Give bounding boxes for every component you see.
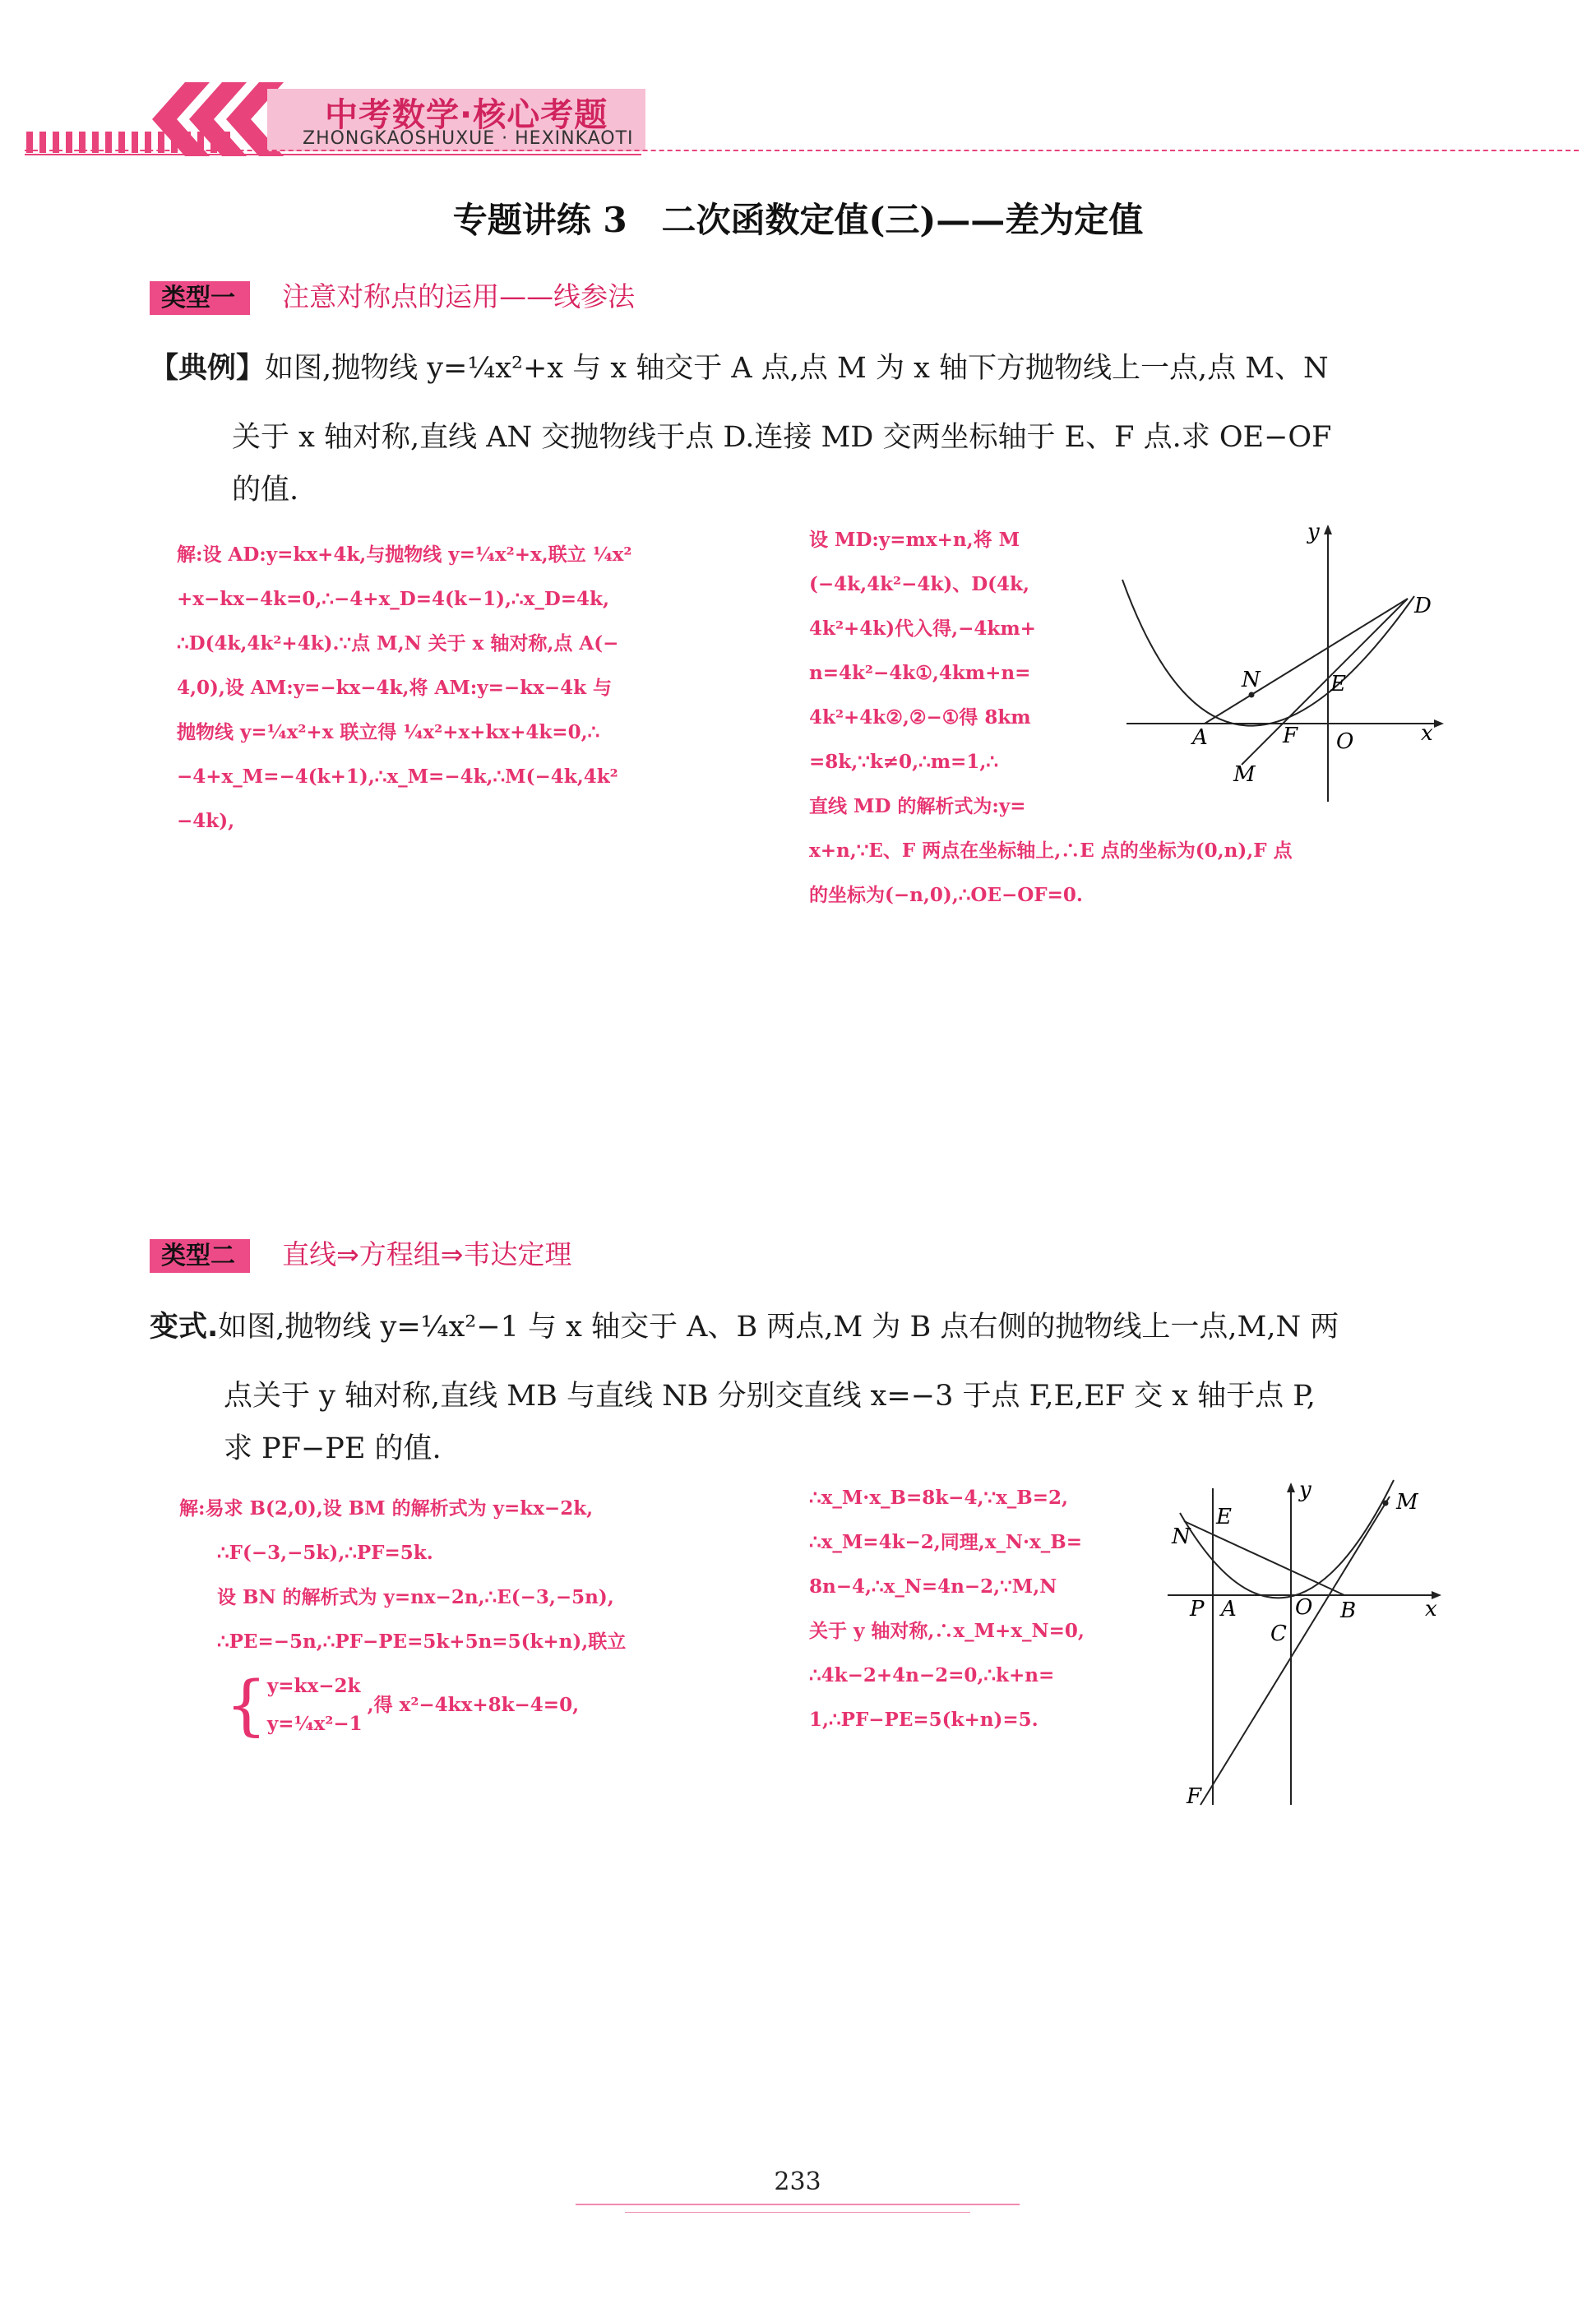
- solution-line: 设 BN 的解析式为 y=nx−2n,∴E(−3,−5n),: [217, 1586, 614, 1608]
- section1-problem-line: 的值.: [232, 474, 299, 507]
- label-F: F: [1283, 724, 1298, 748]
- label-A: A: [1192, 725, 1208, 750]
- section2-problem-tag: 变式.: [150, 1311, 219, 1344]
- equation-system: [179, 1664, 626, 1746]
- y-axis-arrow-icon: [1324, 525, 1332, 534]
- header-divider-solid: [25, 154, 641, 155]
- solution-line: 设 MD:y=mx+n,将 M: [809, 529, 1020, 551]
- section2-heading: [150, 1233, 571, 1272]
- footer-ornament: [625, 2212, 970, 2213]
- solution-line: −4+x_M=−4(k+1),∴x_M=−4k,∴M(−4k,4k²: [177, 766, 618, 788]
- line-MD: [1242, 599, 1408, 765]
- label-x: x: [1425, 1597, 1437, 1621]
- label-M: M: [1396, 1490, 1418, 1515]
- system-equations: [267, 1668, 363, 1743]
- label-O: O: [1295, 1595, 1313, 1620]
- system-line: y=kx−2k: [266, 1675, 361, 1697]
- label-O: O: [1336, 729, 1354, 754]
- label-y: y: [1307, 520, 1320, 544]
- y-axis-arrow-icon: [1287, 1483, 1295, 1492]
- label-C: C: [1270, 1621, 1287, 1646]
- parabola: [1122, 580, 1414, 726]
- solution-line: n=4k²−4k①,4km+n=: [809, 662, 1031, 684]
- lecture-title: 专题讲练 3 二次函数定值(三)——差为定值: [452, 200, 1144, 240]
- line-AD: [1205, 599, 1408, 724]
- section2-title: 直线⇒方程组⇒韦达定理: [282, 1238, 572, 1270]
- solution-line: 1,∴PF−PE=5(k+n)=5.: [809, 1709, 1039, 1731]
- footer-ornament: [576, 2204, 1020, 2205]
- solution-line: ∴4k−2+4n−2=0,∴k+n=: [809, 1664, 1055, 1686]
- system-brace: {: [225, 1667, 267, 1743]
- solution-line: 4k²+4k)代入得,−4km+: [809, 618, 1036, 640]
- solution-line: 解:设 AD:y=kx+4k,与抛物线 y=¼x²+x,联立 ¼x²: [177, 544, 632, 566]
- label-D: D: [1414, 594, 1432, 618]
- label-B: B: [1340, 1598, 1357, 1623]
- solution-line: 抛物线 y=¼x²+x 联立得 ¼x²+x+kx+4k=0,∴: [177, 721, 600, 743]
- solution-line: −4k),: [177, 810, 235, 832]
- system-result: ,得 x²−4kx+8k−4=0,: [367, 1694, 580, 1716]
- section1-figure: [1118, 518, 1447, 814]
- label-F: F: [1187, 1784, 1202, 1809]
- header-title: 中考数学·核心考题: [325, 96, 608, 134]
- solution-line: 解:易求 B(2,0),设 BM 的解析式为 y=kx−2k,: [179, 1497, 594, 1520]
- solution-line: x+n,∵E、F 两点在坐标轴上,∴E 点的坐标为(0,n),F 点: [809, 840, 1293, 862]
- solution-line: ∴F(−3,−5k),∴PF=5k.: [217, 1542, 433, 1564]
- point-M: [1383, 1501, 1389, 1506]
- section2-problem-line: 求 PF−PE 的值.: [224, 1432, 442, 1465]
- point-N: [1249, 692, 1255, 698]
- label-x: x: [1421, 721, 1433, 746]
- section2-figure: [1163, 1476, 1443, 1821]
- section1-problem-line: 如图,抛物线 y=¼x²+x 与 x 轴交于 A 点,点 M 为 x 轴下方抛物线上一点,点 M、N: [265, 352, 1329, 385]
- header-pinyin: ZHONGKAOSHUXUE · HEXINKAOTI: [303, 128, 634, 149]
- section1-solution-left: [177, 533, 631, 844]
- solution-line: 直线 MD 的解析式为:y=: [809, 795, 1026, 817]
- label-N: N: [1172, 1524, 1191, 1549]
- section2-problem-line: 点关于 y 轴对称,直线 MB 与直线 NB 分别交直线 x=−3 于点 F,E,EF 交 x 轴于点 P,: [224, 1380, 1316, 1413]
- solution-line: (−4k,4k²−4k)、D(4k,: [809, 573, 1029, 595]
- section2-problem: [150, 1293, 1432, 1483]
- solution-line: ∴x_M=4k−2,同理,x_N·x_B=: [809, 1531, 1082, 1553]
- section1-badge: 类型一: [150, 281, 250, 315]
- section1-heading: [150, 275, 635, 314]
- section1-problem-line: 关于 x 轴对称,直线 AN 交抛物线于点 D.连接 MD 交两坐标轴于 E、F 点.求 OE−OF: [232, 421, 1332, 454]
- label-A: A: [1221, 1597, 1237, 1621]
- section1-title: 注意对称点的运用——线参法: [282, 280, 636, 312]
- solution-line: =8k,∵k≠0,∴m=1,∴: [809, 751, 998, 773]
- solution-line: 关于 y 轴对称,∴x_M+x_N=0,: [809, 1620, 1085, 1642]
- section2-solution-left: [179, 1487, 626, 1746]
- solution-line: 8n−4,∴x_N=4n−2,∵M,N: [809, 1575, 1057, 1598]
- solution-line: ∴PE=−5n,∴PF−PE=5k+5n=5(k+n),联立: [217, 1631, 627, 1653]
- label-E: E: [1330, 672, 1346, 696]
- solution-line: 的坐标为(−n,0),∴OE−OF=0.: [809, 884, 1083, 906]
- section1-problem-tag: 【典例】: [150, 352, 266, 385]
- section1-problem: [150, 334, 1432, 525]
- section2-badge: 类型二: [150, 1239, 250, 1273]
- header-chevron-icon: [152, 82, 284, 156]
- solution-line: +x−kx−4k=0,∴−4+x_D=4(k−1),∴x_D=4k,: [177, 588, 610, 610]
- line-NB: [1184, 1521, 1344, 1595]
- label-y: y: [1299, 1478, 1311, 1502]
- label-P: P: [1190, 1597, 1205, 1621]
- solution-line: 4,0),设 AM:y=−kx−4k,将 AM:y=−kx−4k 与: [177, 677, 613, 699]
- label-M: M: [1233, 762, 1256, 787]
- solution-line: ∴D(4k,4k²+4k).∵点 M,N 关于 x 轴对称,点 A(−: [177, 632, 619, 655]
- label-E: E: [1216, 1505, 1232, 1529]
- section2-problem-line: 如图,抛物线 y=¼x²−1 与 x 轴交于 A、B 两点,M 为 B 点右侧的抛物线上一点,M,N 两: [218, 1311, 1339, 1344]
- page-number: 233: [774, 2167, 821, 2196]
- x-axis-arrow-icon: [1434, 719, 1444, 728]
- solution-line: 4k²+4k②,②−①得 8km: [809, 706, 1031, 729]
- system-line: y=¼x²−1: [266, 1713, 363, 1735]
- solution-line: ∴x_M·x_B=8k−4,∵x_B=2,: [809, 1487, 1069, 1509]
- header-divider: [25, 150, 1579, 151]
- section2-solution-right: [809, 1476, 1085, 1742]
- label-N: N: [1242, 668, 1261, 692]
